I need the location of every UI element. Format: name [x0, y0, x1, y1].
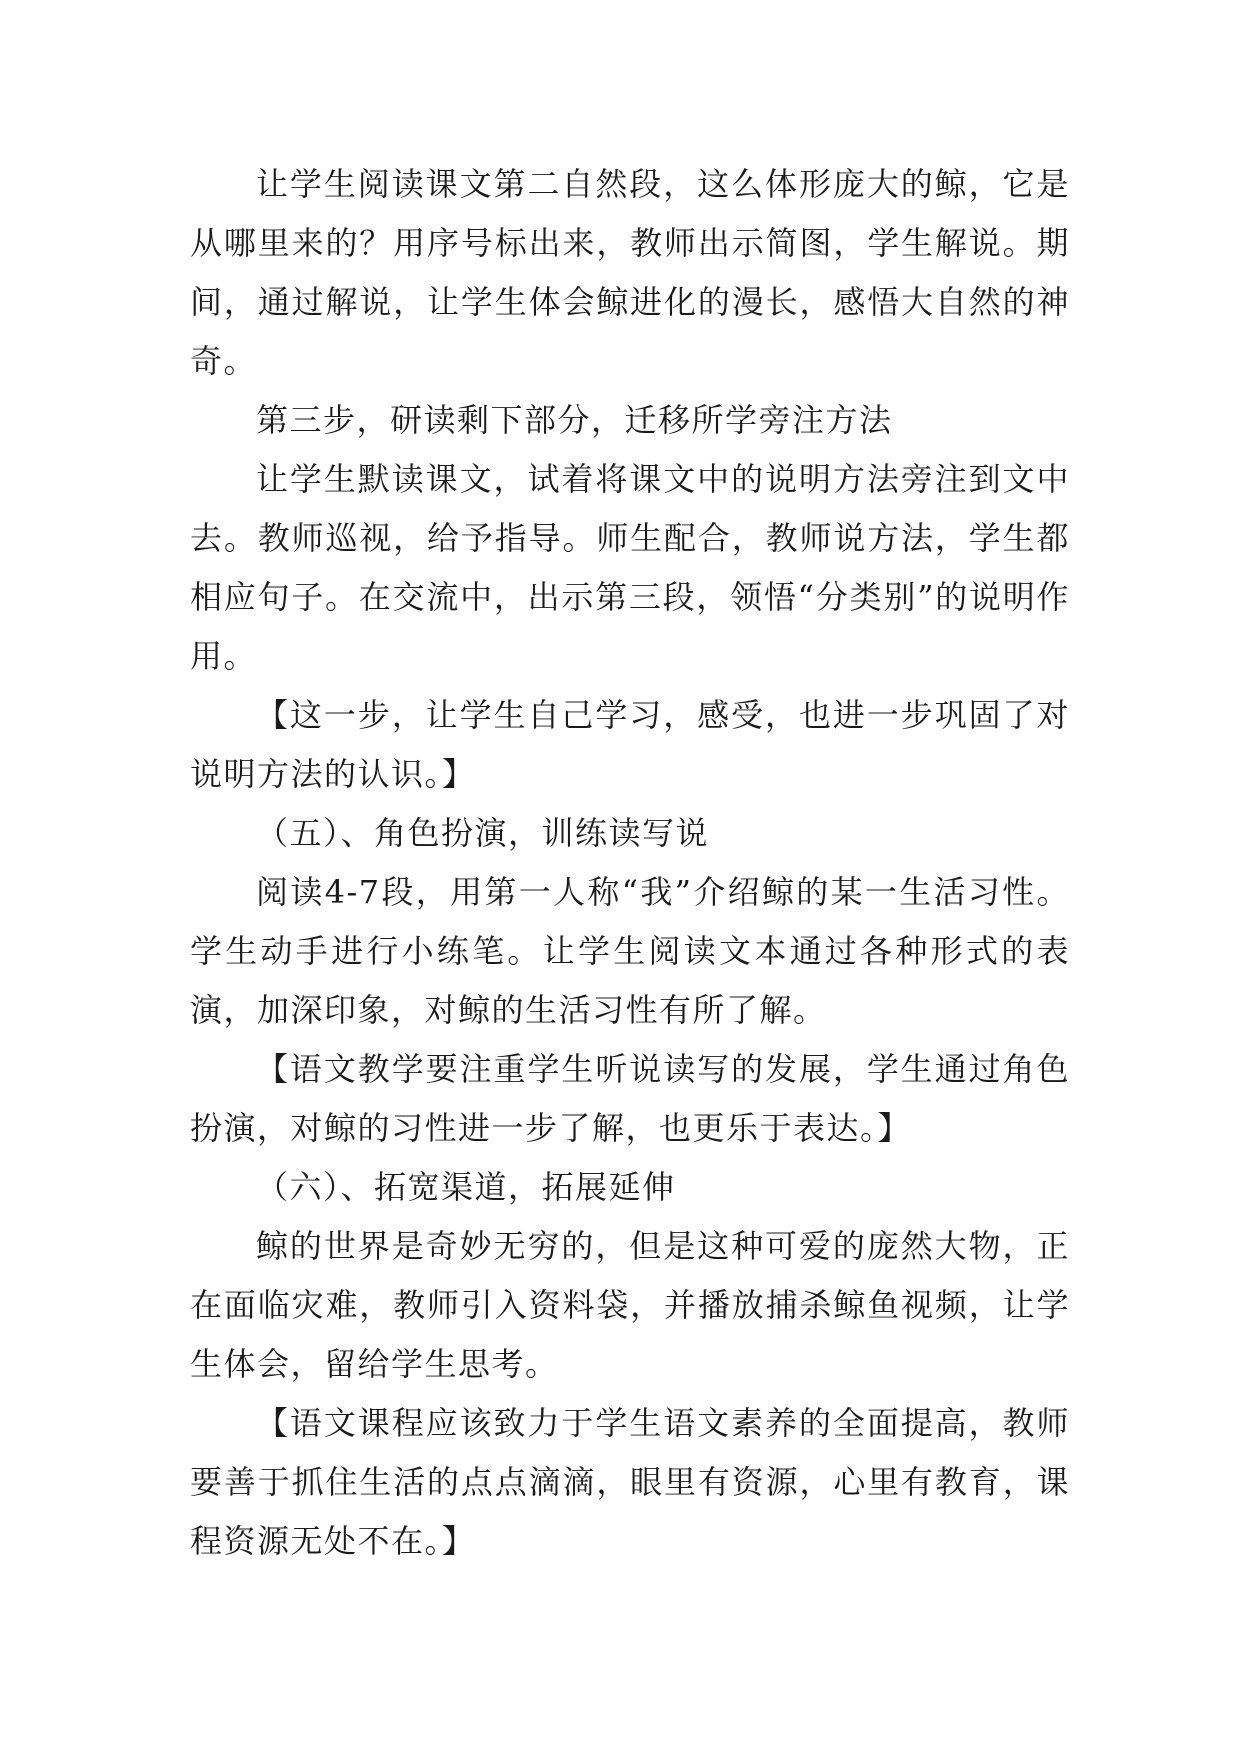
paragraph-whale-world: 鲸的世界是奇妙无穷的，但是这种可爱的庞然大物，正在面临灾难，教师引入资料袋，并播放捕杀鲸鱼视频，让学生体会，留给学生思考。 [190, 1227, 1070, 1383]
paragraph-note-self-study: 【这一步，让学生自己学习，感受，也进一步巩固了对说明方法的认识。】 [190, 696, 1070, 793]
step-three-heading: 第三步，研读剩下部分，迁移所学旁注方法 [256, 401, 893, 439]
section-five-heading: （五）、角色扮演，训练读写说 [256, 814, 710, 852]
document-page [190, 155, 1070, 1571]
section-six-heading: （六）、拓宽渠道，拓展延伸 [256, 1168, 676, 1206]
paragraph-note-listening-speaking: 【语文教学要注重学生听说读写的发展，学生通过角色扮演，对鲸的习性进一步了解，也更乐于表达。】 [190, 1050, 1070, 1147]
paragraph-whale-origin: 让学生阅读课文第二自然段，这么体形庞大的鲸，它是从哪里来的？用序号标出来，教师出示简图，学生解说。期间，通过解说，让学生体会鲸进化的漫长，感悟大自然的神奇。 [190, 165, 1070, 380]
paragraph-role-play: 阅读4-7段，用第一人称“我”介绍鲸的某一生活习性。学生动手进行小练笔。让学生阅读文本通过各种形式的表演，加深印象，对鲸的生活习性有所了解。 [190, 873, 1070, 1029]
paragraph-annotation-practice: 让学生默读课文，试着将课文中的说明方法旁注到文中去。教师巡视，给予指导。师生配合，教师说方法，学生都相应句子。在交流中，出示第三段，领悟“分类别”的说明作用。 [190, 460, 1070, 675]
paragraph-note-curriculum: 【语文课程应该致力于学生语文素养的全面提高，教师要善于抓住生活的点点滴滴，眼里有资源，心里有教育，课程资源无处不在。】 [190, 1404, 1070, 1560]
